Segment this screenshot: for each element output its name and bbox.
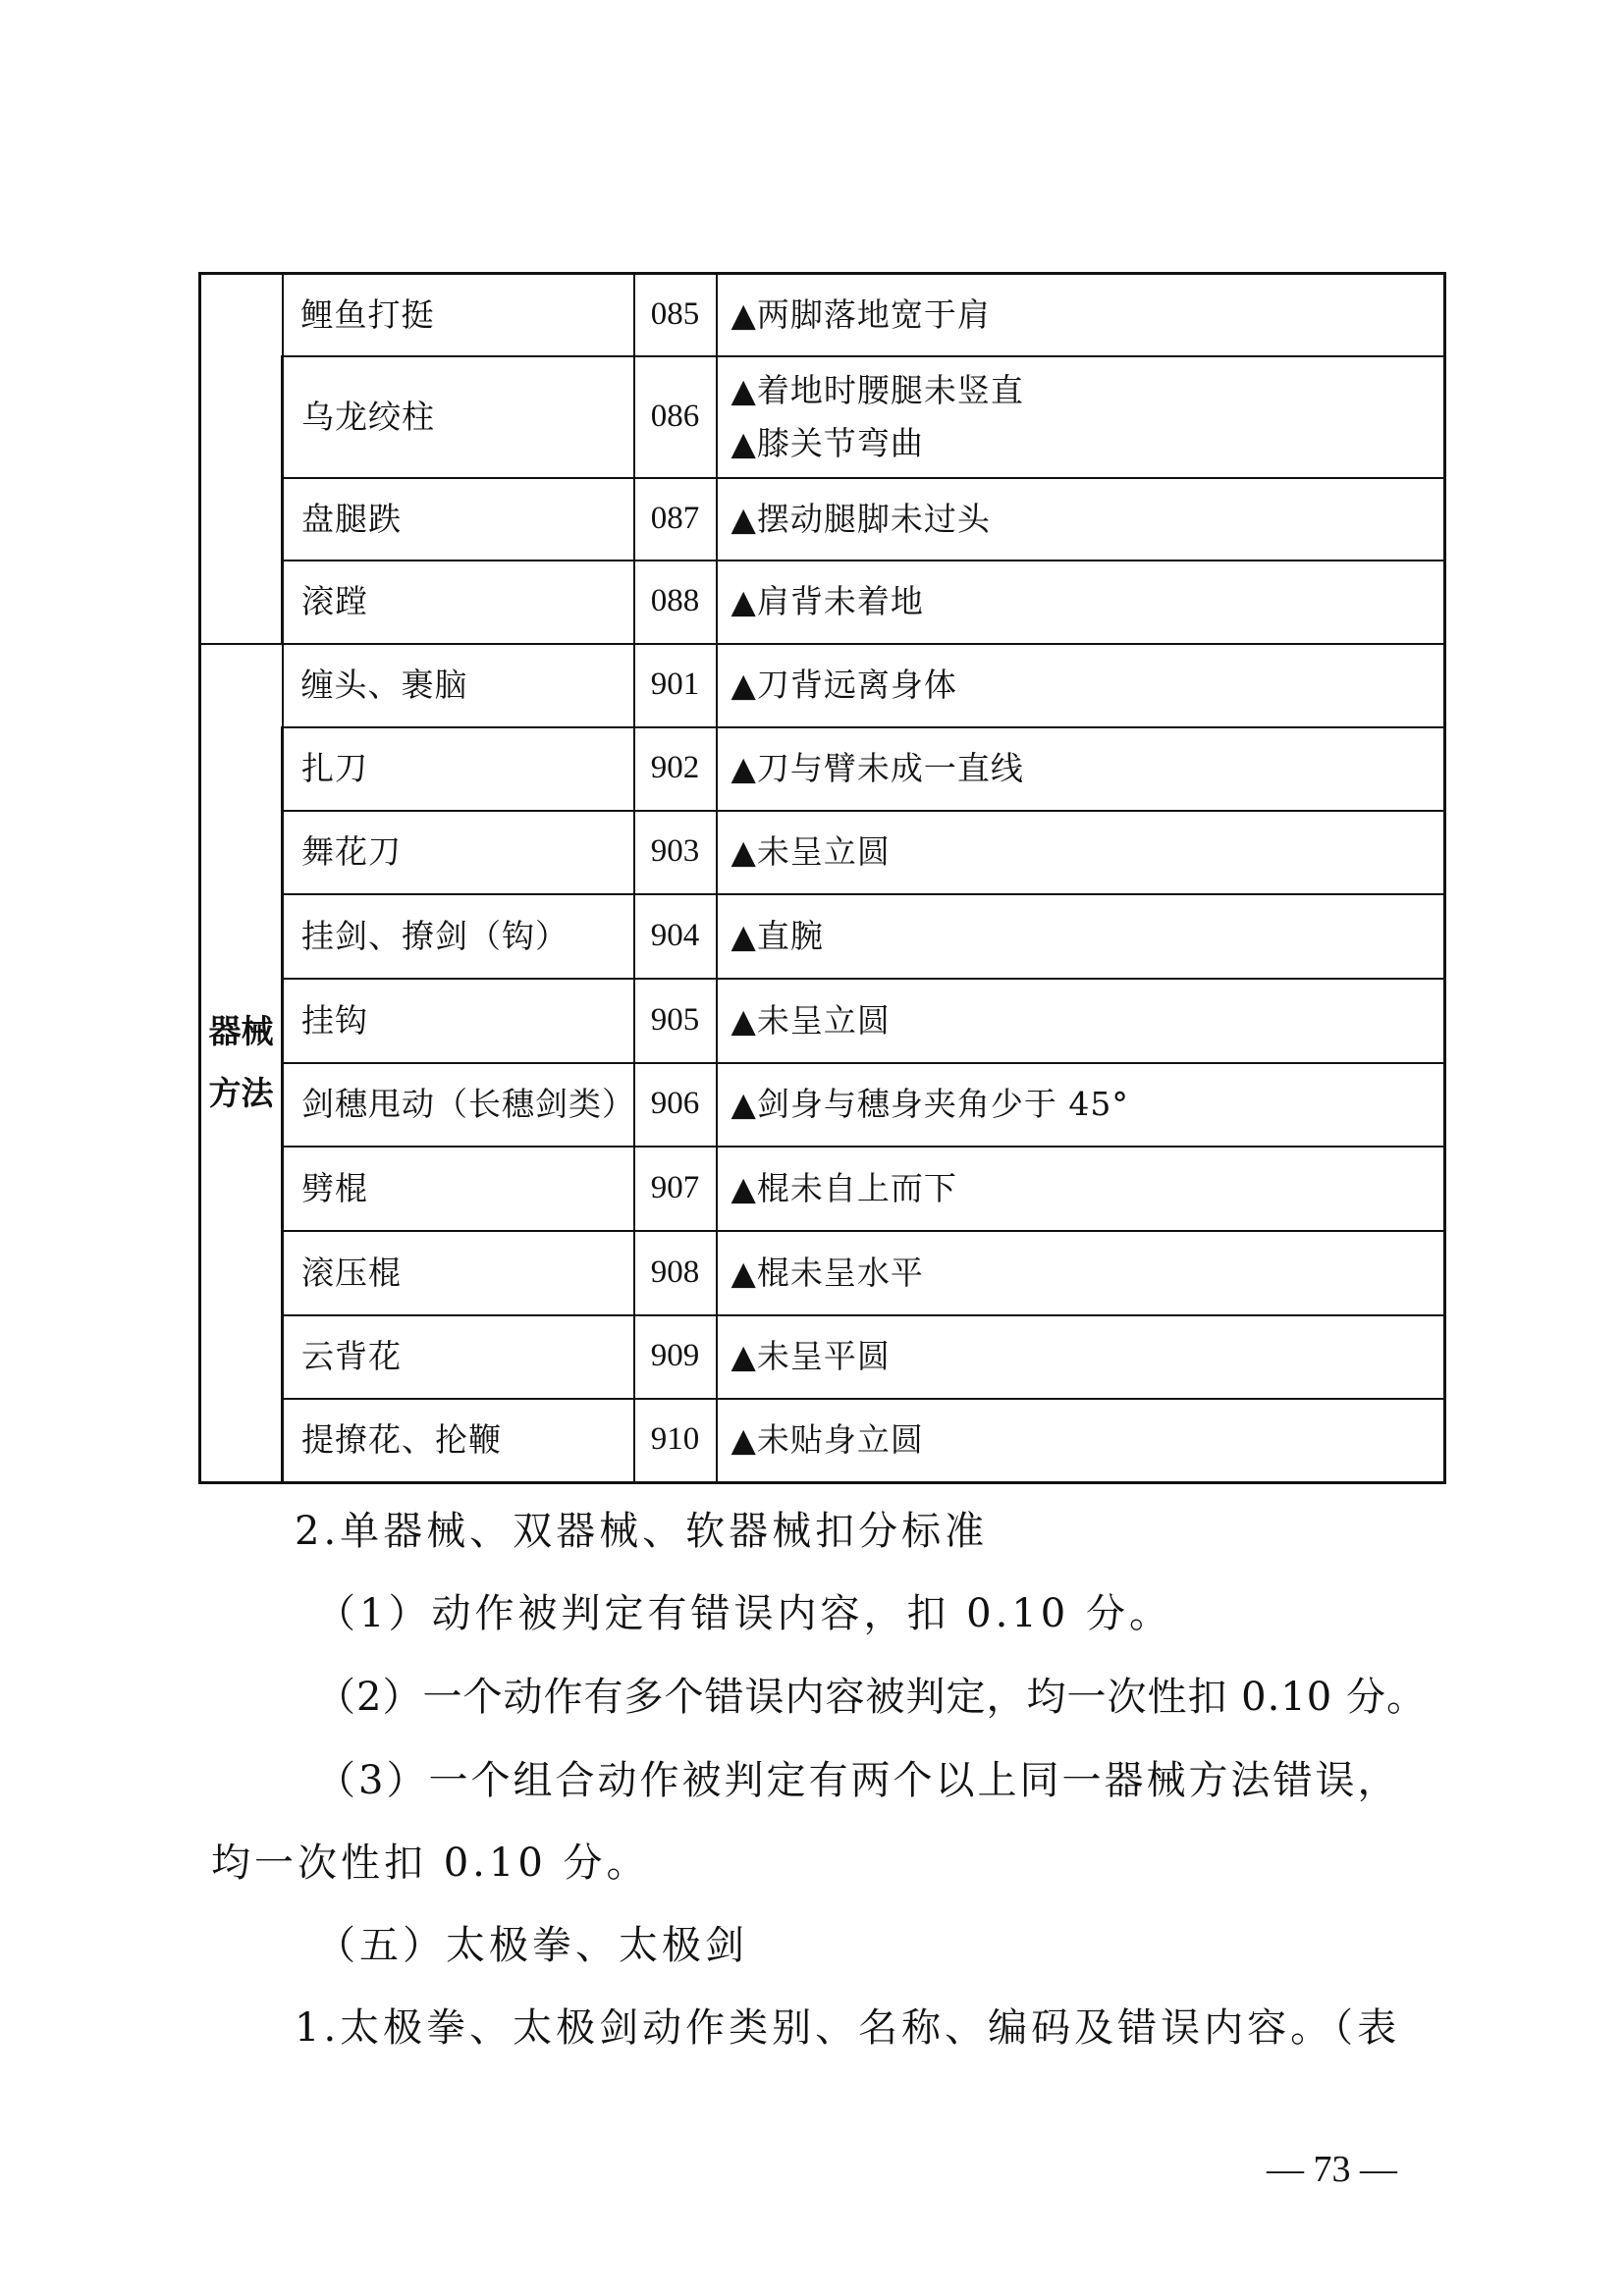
action-name: 云背花 <box>283 1315 634 1399</box>
deduction-table <box>198 272 1446 1484</box>
action-name: 劈棍 <box>283 1147 634 1231</box>
action-name: 挂钩 <box>283 979 634 1063</box>
table-row <box>200 1231 1445 1315</box>
action-name: 扎刀 <box>283 727 634 811</box>
error-content: ▲两脚落地宽于肩 <box>717 274 1445 356</box>
category-cell-previous <box>200 274 283 644</box>
paragraph: （2）一个动作有多个错误内容被判定，均一次性扣 0.10 分。 <box>316 1675 1427 1720</box>
action-code: 910 <box>634 1399 717 1483</box>
paragraph: 均一次性扣 0.10 分。 <box>211 1841 650 1886</box>
error-content: ▲刀背远离身体 <box>717 644 1445 727</box>
action-code: 907 <box>634 1147 717 1231</box>
action-code: 905 <box>634 979 717 1063</box>
action-name: 乌龙绞柱 <box>283 356 634 478</box>
action-code: 906 <box>634 1063 717 1147</box>
action-code: 901 <box>634 644 717 727</box>
error-content: ▲刀与臂未成一直线 <box>717 727 1445 811</box>
category-label: 器械 <box>208 1012 274 1051</box>
error-content: ▲剑身与穗身夹角少于 45° <box>717 1063 1445 1147</box>
error-content: ▲摆动腿脚未过头 <box>717 478 1445 561</box>
error-content: ▲未呈立圆 <box>717 979 1445 1063</box>
action-name: 缠头、裹脑 <box>283 644 634 727</box>
table-row <box>200 727 1445 811</box>
category-label: 方法 <box>208 1073 274 1112</box>
section-heading: （五）太极拳、太极剑 <box>316 1923 748 1968</box>
error-content: ▲未呈立圆 <box>717 811 1445 894</box>
action-name: 挂剑、撩剑（钩） <box>283 894 634 979</box>
table-row <box>200 478 1445 561</box>
action-code: 904 <box>634 894 717 979</box>
page-number: — 73 — <box>1267 2149 1397 2190</box>
action-code: 902 <box>634 727 717 811</box>
action-name: 剑穗甩动（长穗剑类） <box>283 1063 634 1147</box>
action-name: 盘腿跌 <box>283 478 634 561</box>
table-row <box>200 274 1445 356</box>
action-code: 085 <box>634 274 717 356</box>
table-row <box>200 979 1445 1063</box>
action-code: 903 <box>634 811 717 894</box>
table-row <box>200 894 1445 979</box>
table-row <box>200 356 1445 478</box>
error-content: ▲棍未自上而下 <box>717 1147 1445 1231</box>
table-row <box>200 1063 1445 1147</box>
table-row <box>200 1315 1445 1399</box>
table-row <box>200 1399 1445 1483</box>
action-name: 提撩花、抡鞭 <box>283 1399 634 1483</box>
action-code: 908 <box>634 1231 717 1315</box>
action-name: 滚压棍 <box>283 1231 634 1315</box>
error-content: ▲未贴身立圆 <box>717 1399 1445 1483</box>
table-row <box>200 644 1445 727</box>
section-heading: 2.单器械、双器械、软器械扣分标准 <box>295 1509 989 1554</box>
action-code: 087 <box>634 478 717 561</box>
table-row <box>200 811 1445 894</box>
action-code: 086 <box>634 356 717 478</box>
action-code: 088 <box>634 561 717 644</box>
paragraph: （3）一个组合动作被判定有两个以上同一器械方法错误， <box>316 1758 1400 1803</box>
action-name: 鲤鱼打挺 <box>283 274 634 356</box>
paragraph: （1）动作被判定有错误内容，扣 0.10 分。 <box>316 1591 1172 1636</box>
error-content: ▲着地时腰腿未竖直 ▲膝关节弯曲 <box>717 356 1445 478</box>
action-name: 滚蹚 <box>283 561 634 644</box>
error-content: ▲直腕 <box>717 894 1445 979</box>
table-row <box>200 561 1445 644</box>
paragraph: 1.太极拳、太极剑动作类别、名称、编码及错误内容。（表 <box>295 2005 1401 2051</box>
action-name: 舞花刀 <box>283 811 634 894</box>
error-content: ▲未呈平圆 <box>717 1315 1445 1399</box>
category-cell-qixie <box>200 644 283 1483</box>
error-content: ▲棍未呈水平 <box>717 1231 1445 1315</box>
action-code: 909 <box>634 1315 717 1399</box>
error-content: ▲肩背未着地 <box>717 561 1445 644</box>
table-row <box>200 1147 1445 1231</box>
